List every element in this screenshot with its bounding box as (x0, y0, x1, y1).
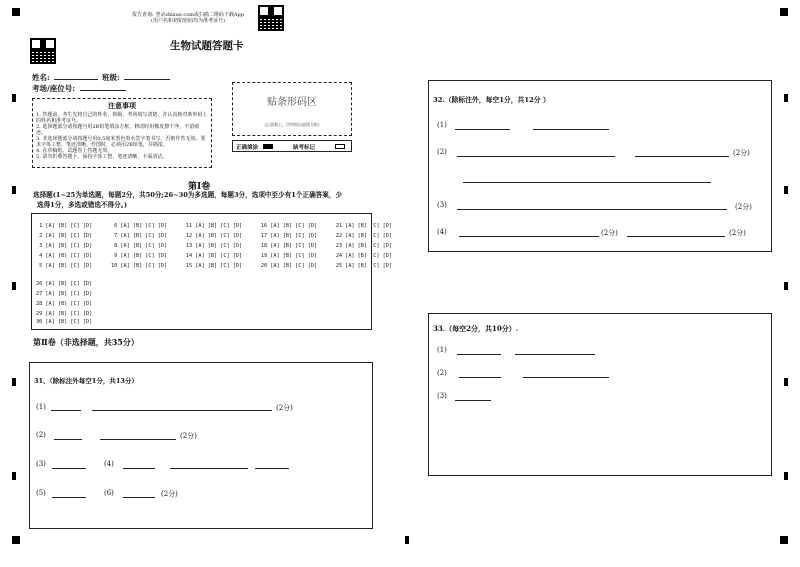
section1-title: 第Ⅰ卷 (188, 182, 211, 192)
q32-answer-line[interactable] (627, 236, 725, 237)
class-label: 班级: (102, 73, 120, 82)
q32-points: (2分) (735, 203, 752, 211)
timing-mark (12, 186, 16, 194)
q32-title: 32.（除标注外，每空1分，共12分 ） (433, 96, 550, 104)
choice-row[interactable]: 1 [A] [B] [C] [D] 6 [A] [B] [C] [D] 11 [A] [B] [C] [D] 16 [A] [B] [C] [D] 21 [A] [B] [C] [D] (36, 223, 393, 229)
section2-title: 第Ⅱ卷（非选择题，共35分） (33, 337, 139, 347)
q31-part-label: (1) (36, 403, 46, 411)
q33-answer-line[interactable] (457, 354, 501, 355)
q31-points: (2分) (161, 490, 178, 498)
q33-box (428, 313, 772, 476)
filled-example-mark (263, 144, 273, 149)
absent-label: 缺考标记 (293, 145, 316, 151)
q32-answer-line[interactable] (635, 156, 729, 157)
q32-answer-line[interactable] (455, 129, 510, 130)
seat-field[interactable] (80, 90, 126, 91)
instructions-line: 选得1分，多选或错选不得分。) (37, 201, 128, 209)
q31-title: 31、（除标注外每空1分，共13分） (34, 377, 138, 385)
q31-answer-line[interactable] (92, 410, 272, 411)
choice-row[interactable]: 30 [A] [B] [C] [D] (36, 319, 93, 325)
q31-answer-line[interactable] (52, 497, 86, 498)
q33-part-label: (1) (437, 346, 447, 354)
timing-mark (784, 472, 788, 480)
notes-box (32, 98, 212, 168)
class-field[interactable] (124, 79, 170, 80)
q31-answer-line[interactable] (54, 439, 82, 440)
q33-answer-line[interactable] (459, 377, 501, 378)
q32-answer-line[interactable] (533, 129, 609, 130)
absent-checkbox[interactable] (335, 144, 345, 149)
barcode-area (232, 82, 352, 136)
q32-part-label: (3) (437, 201, 447, 209)
q32-points: (2分) (729, 229, 746, 237)
timing-mark (12, 8, 20, 16)
q32-part-label: (1) (437, 121, 447, 129)
choice-row[interactable]: 29 [A] [B] [C] [D] (36, 311, 93, 317)
q31-points: (2分) (180, 432, 197, 440)
qr-code-icon (258, 5, 284, 31)
q32-points: (2分) (601, 229, 618, 237)
choice-row[interactable]: 5 [A] [B] [C] [D] 10 [A] [B] [C] [D] 15 [A] [B] [C] [D] 20 [A] [B] [C] [D] 25 [A] [B] [C] [D] (36, 263, 393, 269)
choice-row[interactable]: 2 [A] [B] [C] [D] 7 [A] [B] [C] [D] 12 [A] [B] [C] [D] 17 [A] [B] [C] [D] 22 [A] [B] [C] [D] (36, 233, 393, 239)
q33-answer-line[interactable] (455, 400, 491, 401)
report-notice-line: (用户名和初始密码均为准考证号) (151, 18, 225, 24)
q32-answer-line[interactable] (457, 156, 615, 157)
q32-part-label: (4) (437, 228, 447, 236)
q33-part-label: (2) (437, 369, 447, 377)
notes-item: 1. 答题前，考生先将自己的姓名、班级、考场填写清楚，并认真核对条形码上的姓名和准考证号。 (36, 112, 208, 124)
q31-box (29, 362, 373, 529)
choice-row[interactable]: 26 [A] [B] [C] [D] (36, 281, 93, 287)
q33-title: 33.（每空2分，共10分）. (433, 324, 519, 333)
q32-part-label: (2) (437, 148, 447, 156)
q31-part-label: (5) (36, 489, 46, 497)
barcode-label: 贴条形码区 (267, 97, 317, 108)
q31-points: (2分) (276, 404, 293, 412)
name-label: 姓名: (32, 73, 50, 82)
q32-answer-line[interactable] (463, 182, 711, 183)
fill-legend (232, 140, 352, 152)
q31-answer-line[interactable] (123, 497, 155, 498)
instructions-line: 选择题(1~25为单选题，每题2分，共50分;26~30为多选题，每题3分，选项中至少有1个正确答案，少 (33, 191, 343, 199)
timing-mark (12, 472, 16, 480)
choice-row[interactable]: 27 [A] [B] [C] [D] (36, 291, 93, 297)
choice-answer-box (31, 213, 393, 330)
q31-answer-line[interactable] (123, 468, 155, 469)
q32-points: (2分) (733, 149, 750, 157)
notes-item: 4. 在草稿纸、试题卷上答题无效。 (36, 148, 113, 154)
timing-mark (780, 536, 788, 544)
report-notice (118, 12, 258, 24)
timing-mark (12, 282, 16, 290)
timing-mark (12, 536, 20, 544)
q33-answer-line[interactable] (523, 377, 609, 378)
q31-answer-line[interactable] (52, 468, 86, 469)
choice-row[interactable]: 4 [A] [B] [C] [D] 9 [A] [B] [C] [D] 14 [A] [B] [C] [D] 19 [A] [B] [C] [D] 24 [A] [B] [C] [D] (36, 253, 393, 259)
notes-item: 2. 选择题部分请按题号用2B铅笔填涂方框，修改时用橡皮擦干净，不留痕迹。 (36, 124, 200, 136)
q32-answer-line[interactable] (459, 236, 599, 237)
choice-row[interactable]: 28 [A] [B] [C] [D] (36, 301, 93, 307)
timing-mark (780, 8, 788, 16)
q31-answer-line[interactable] (100, 439, 176, 440)
q31-part-label: (6) (104, 489, 114, 497)
timing-mark (405, 536, 409, 544)
q31-answer-line[interactable] (255, 468, 289, 469)
q33-part-label: (3) (437, 392, 447, 400)
q32-box (428, 80, 772, 252)
timing-mark (784, 94, 788, 102)
q31-part-label: (3) (36, 460, 46, 468)
timing-mark (12, 94, 16, 102)
timing-mark (784, 378, 788, 386)
notes-title: 注意事项 (108, 101, 136, 110)
timing-mark (784, 282, 788, 290)
q31-part-label: (2) (36, 431, 46, 439)
choice-row[interactable]: 3 [A] [B] [C] [D] 8 [A] [B] [C] [D] 13 [A] [B] [C] [D] 18 [A] [B] [C] [D] 23 [A] [B] [C] [D] (36, 243, 393, 249)
q32-answer-line[interactable] (457, 209, 727, 210)
timing-mark (784, 186, 788, 194)
q33-answer-line[interactable] (515, 354, 595, 355)
q31-part-label: (4) (104, 460, 114, 468)
notes-item: 3. 非选择题部分请按题号用0.5毫米黑色墨水签字笔书写，否则作答无效。要求字体工整、笔迹清晰。作图时，必须用2B铅笔，并描浓。 (36, 136, 206, 148)
timing-mark (12, 378, 16, 386)
notes-item: 5. 请勿折叠答题卡，保持字体工整、笔迹清晰、卡面清洁。 (36, 154, 168, 160)
section1-instructions (33, 190, 342, 210)
filled-example-label: 正确填涂 (236, 145, 259, 151)
q31-answer-line[interactable] (170, 468, 248, 469)
barcode-note: (正面朝上，切勿贴出虚线方框) (264, 122, 320, 127)
qr-code-icon (30, 38, 56, 64)
page-title: 生物试题答题卡 (170, 40, 244, 52)
q31-answer-line[interactable] (51, 410, 81, 411)
seat-label: 考场/座位号: (32, 84, 76, 93)
name-field[interactable] (54, 79, 98, 80)
report-notice-line: 报告查询: 登录zhixue.com或扫描二维码下载App (132, 12, 244, 18)
